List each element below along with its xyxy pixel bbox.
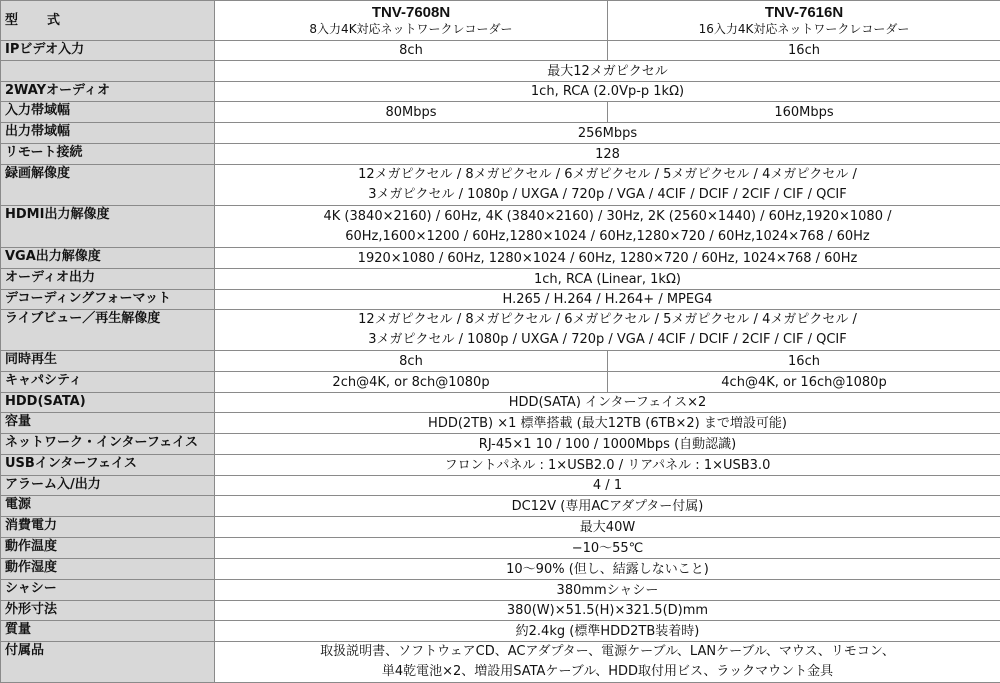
row-value-line: 12メガピクセル / 8メガピクセル / 6メガピクセル / 5メガピクセル / 4メガピクセル / [215,165,1000,185]
table-row [1,580,1000,601]
row-value-line: 60Hz,1600×1200 / 60Hz,1280×1024 / 60Hz,1280×720 / 60Hz,1024×768 / 60Hz [215,227,1000,247]
row-label: HDD(SATA) [1,393,215,413]
row-label: デコーディングフォーマット [1,290,215,310]
row-value [215,642,1000,683]
row-value: 10〜90% (但し、結露しないこと) [215,559,1000,580]
row-value: DC12V (専用ACアダプター付属) [215,496,1000,517]
row-label: 入力帯域幅 [1,102,215,123]
model-1-name: TNV-7608N [215,4,607,22]
row-label: 2WAYオーディオ [1,82,215,102]
row-value-model-2: 4ch@4K, or 16ch@1080p [608,372,1000,393]
row-label: 録画解像度 [1,165,215,206]
table-row [1,434,1000,455]
row-label: シャシー [1,580,215,601]
row-value: 256Mbps [215,123,1000,144]
row-label: ネットワーク・インターフェイス [1,434,215,455]
row-value: 約2.4kg (標準HDD2TB装着時) [215,621,1000,642]
table-row [1,351,1000,372]
row-label: 動作温度 [1,538,215,559]
row-value-model-2: 16ch [608,41,1000,61]
table-row [1,165,1000,206]
row-label: オーディオ出力 [1,269,215,290]
row-label: 同時再生 [1,351,215,372]
row-label: 出力帯域幅 [1,123,215,144]
row-label [1,61,215,82]
table-row [1,102,1000,123]
table-row [1,61,1000,82]
row-value-line: 3メガピクセル / 1080p / UXGA / 720p / VGA / 4CIF / DCIF / 2CIF / CIF / QCIF [215,185,1000,205]
row-label: 外形寸法 [1,601,215,621]
table-row [1,41,1000,61]
row-label: キャパシティ [1,372,215,393]
header-row [1,1,1000,41]
row-label: アラーム入/出力 [1,476,215,496]
row-value-model-1: 80Mbps [215,102,608,123]
row-value: フロントパネル : 1×USB2.0 / リアパネル : 1×USB3.0 [215,455,1000,476]
table-row [1,206,1000,248]
row-label: 消費電力 [1,517,215,538]
table-row [1,538,1000,559]
table-row [1,455,1000,476]
row-value-model-1: 8ch [215,351,608,372]
table-row [1,496,1000,517]
row-label: 電源 [1,496,215,517]
row-value-model-1: 8ch [215,41,608,61]
table-row [1,310,1000,351]
table-row [1,601,1000,621]
table-row [1,144,1000,165]
table-row [1,248,1000,269]
row-value-line: 4K (3840×2160) / 60Hz, 4K (3840×2160) / 30Hz, 2K (2560×1440) / 60Hz,1920×1080 / [215,207,1000,227]
row-label: ライブビュー／再生解像度 [1,310,215,351]
row-label: IPビデオ入力 [1,41,215,61]
row-value: 128 [215,144,1000,165]
row-label: USBインターフェイス [1,455,215,476]
row-value [215,310,1000,351]
row-label: VGA出力解像度 [1,248,215,269]
table-row [1,123,1000,144]
row-value: 1920×1080 / 60Hz, 1280×1024 / 60Hz, 1280×720 / 60Hz, 1024×768 / 60Hz [215,248,1000,269]
row-label: 動作湿度 [1,559,215,580]
row-value: RJ-45×1 10 / 100 / 1000Mbps (自動認識) [215,434,1000,455]
model-2-desc: 16入力4K対応ネットワークレコーダー [608,22,1000,37]
row-value-model-1: 2ch@4K, or 8ch@1080p [215,372,608,393]
table-row [1,82,1000,102]
row-label: リモート接続 [1,144,215,165]
row-value-model-2: 16ch [608,351,1000,372]
model-1-header [215,1,608,41]
row-label: HDMI出力解像度 [1,206,215,248]
model-2-header [608,1,1000,41]
row-value: −10〜55℃ [215,538,1000,559]
table-row [1,642,1000,683]
row-value-line: 3メガピクセル / 1080p / UXGA / 720p / VGA / 4CIF / DCIF / 2CIF / CIF / QCIF [215,330,1000,350]
model-2-name: TNV-7616N [608,4,1000,22]
row-value-line: 単4乾電池×2、増設用SATAケーブル、HDD取付用ビス、ラックマウント金具 [215,662,1000,682]
row-value: HDD(SATA) インターフェイス×2 [215,393,1000,413]
row-value: 380mmシャシー [215,580,1000,601]
row-value: 4 / 1 [215,476,1000,496]
table-row [1,393,1000,413]
row-value: 最大12メガピクセル [215,61,1000,82]
row-value: 1ch, RCA (2.0Vp-p 1kΩ) [215,82,1000,102]
table-row [1,269,1000,290]
row-value [215,206,1000,248]
table-row [1,372,1000,393]
header-label: 型 式 [1,1,215,41]
row-value: HDD(2TB) ×1 標準搭載 (最大12TB (6TB×2) まで増設可能) [215,413,1000,434]
row-value [215,165,1000,206]
row-value: 最大40W [215,517,1000,538]
row-value-line: 12メガピクセル / 8メガピクセル / 6メガピクセル / 5メガピクセル / 4メガピクセル / [215,310,1000,330]
row-value-model-2: 160Mbps [608,102,1000,123]
table-row [1,476,1000,496]
table-row [1,621,1000,642]
table-row [1,413,1000,434]
row-label: 質量 [1,621,215,642]
table-row [1,517,1000,538]
row-value: H.265 / H.264 / H.264+ / MPEG4 [215,290,1000,310]
row-value: 1ch, RCA (Linear, 1kΩ) [215,269,1000,290]
row-value: 380(W)×51.5(H)×321.5(D)mm [215,601,1000,621]
row-label: 付属品 [1,642,215,683]
row-label: 容量 [1,413,215,434]
model-1-desc: 8入力4K対応ネットワークレコーダー [215,22,607,37]
row-value-line: 取扱説明書、ソフトウェアCD、ACアダプター、電源ケーブル、LANケーブル、マウス、リモコン、 [215,642,1000,662]
table-row [1,559,1000,580]
table-row [1,290,1000,310]
